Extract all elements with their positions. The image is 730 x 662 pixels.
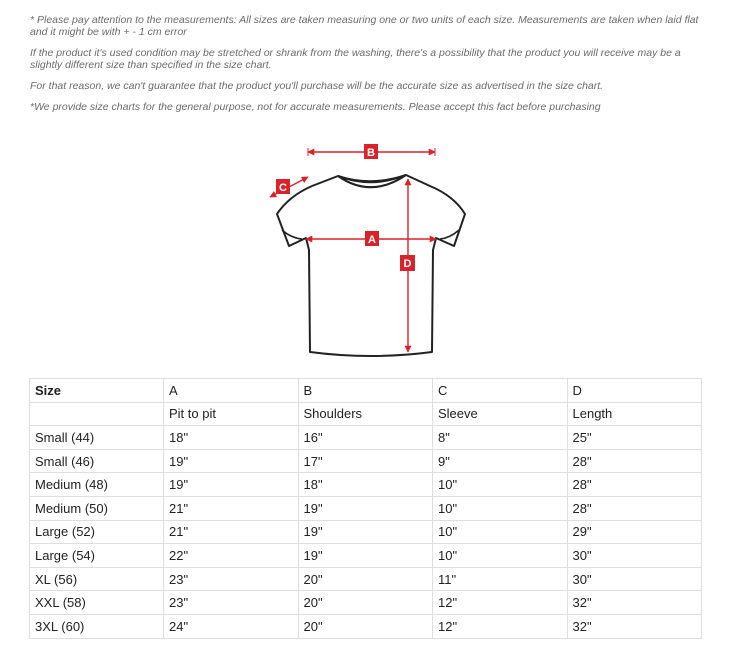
cell-b: 20" — [298, 591, 433, 615]
cell-c: 10" — [433, 473, 568, 497]
cell-a: 18" — [164, 426, 299, 450]
cell-b: 18" — [298, 473, 433, 497]
cell-size: Small (46) — [30, 449, 164, 473]
subheader-length: Length — [567, 402, 702, 426]
table-header-row — [30, 379, 702, 403]
label-d: D — [403, 258, 412, 270]
cell-d: 28" — [567, 449, 702, 473]
table-row — [30, 496, 702, 520]
table-row — [30, 520, 702, 544]
header-c: C — [433, 379, 568, 403]
cell-d: 30" — [567, 544, 702, 568]
table-row — [30, 426, 702, 450]
cell-size: Large (54) — [30, 544, 164, 568]
cell-c: 12" — [433, 614, 568, 638]
note-general-purpose: *We provide size charts for the general purpose, not for accurate measurements. Please accept this fact before purchasing — [30, 101, 601, 113]
cell-b: 19" — [298, 544, 433, 568]
cell-c: 9" — [433, 449, 568, 473]
label-b: B — [367, 147, 375, 159]
cell-c: 10" — [433, 496, 568, 520]
cell-d: 30" — [567, 567, 702, 591]
cell-size: XL (56) — [30, 567, 164, 591]
cell-c: 8" — [433, 426, 568, 450]
tshirt-diagram — [260, 138, 480, 364]
note-no-guarantee: For that reason, we can't guarantee that the product you'll purchase will be the accurate size as advertised in the size chart. — [30, 80, 604, 92]
cell-d: 28" — [567, 473, 702, 497]
header-d: D — [567, 379, 702, 403]
disclaimer-notes — [30, 14, 710, 122]
table-row — [30, 449, 702, 473]
header-a: A — [164, 379, 299, 403]
tshirt-outline-icon — [277, 175, 465, 356]
cell-d: 25" — [567, 426, 702, 450]
cell-size: Small (44) — [30, 426, 164, 450]
cell-size: Medium (50) — [30, 496, 164, 520]
cell-size: Medium (48) — [30, 473, 164, 497]
cell-a: 23" — [164, 591, 299, 615]
cell-a: 19" — [164, 449, 299, 473]
cell-b: 16" — [298, 426, 433, 450]
cell-a: 21" — [164, 520, 299, 544]
cell-b: 20" — [298, 567, 433, 591]
cell-b: 19" — [298, 520, 433, 544]
table-row — [30, 567, 702, 591]
subheader-sleeve: Sleeve — [433, 402, 568, 426]
cell-d: 32" — [567, 591, 702, 615]
label-a: A — [368, 234, 376, 246]
note-measurements: * Please pay attention to the measurements: All sizes are taken measuring one or two units of each size. Measurements are taken when laid flat and it might be with + - 1 cm error — [30, 14, 699, 38]
cell-c: 12" — [433, 591, 568, 615]
cell-a: 23" — [164, 567, 299, 591]
cell-d: 32" — [567, 614, 702, 638]
subheader-shoulders: Shoulders — [298, 402, 433, 426]
cell-b: 20" — [298, 614, 433, 638]
cell-size: XXL (58) — [30, 591, 164, 615]
subheader-pit-to-pit: Pit to pit — [164, 402, 299, 426]
table-row — [30, 473, 702, 497]
cell-c: 10" — [433, 520, 568, 544]
cell-b: 19" — [298, 496, 433, 520]
cell-d: 28" — [567, 496, 702, 520]
cell-size: Large (52) — [30, 520, 164, 544]
subheader-size — [30, 402, 164, 426]
table-row — [30, 614, 702, 638]
cell-d: 29" — [567, 520, 702, 544]
size-chart-table — [29, 378, 702, 639]
cell-b: 17" — [298, 449, 433, 473]
note-used-condition: If the product it's used condition may be stretched or shrank from the washing, there's a possibility that the product you will receive may be a slightly different size than specified in the size chart. — [30, 47, 681, 71]
cell-a: 19" — [164, 473, 299, 497]
header-size: Size — [30, 379, 164, 403]
table-row — [30, 591, 702, 615]
header-b: B — [298, 379, 433, 403]
cell-a: 24" — [164, 614, 299, 638]
cell-a: 21" — [164, 496, 299, 520]
cell-c: 11" — [433, 567, 568, 591]
cell-a: 22" — [164, 544, 299, 568]
label-c: C — [279, 182, 287, 194]
cell-size: 3XL (60) — [30, 614, 164, 638]
table-subheader-row — [30, 402, 702, 426]
table-row — [30, 544, 702, 568]
cell-c: 10" — [433, 544, 568, 568]
